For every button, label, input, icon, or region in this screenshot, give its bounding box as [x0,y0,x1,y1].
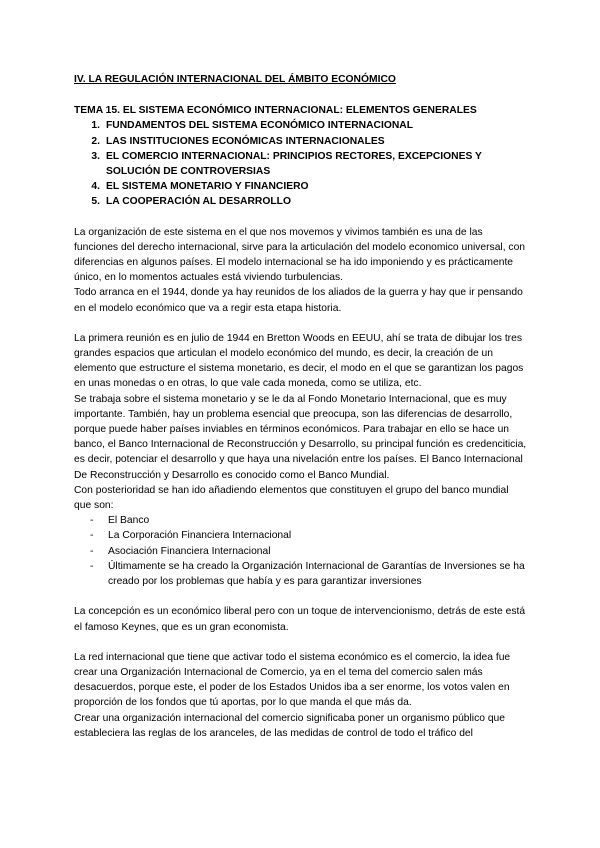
toc-number: 4. [91,181,100,193]
paragraph: Todo arranca en el 1944, donde ya hay reunidos de los aliados de la guerra y hay que ir pensando en el modelo económico que va a regir esta etapa historia. [74,287,523,314]
paragraph: La concepción es un económico liberal pero con un toque de intervencionismo, detrás de este está el famoso Keynes, que es un gran economista. [74,606,526,633]
paragraph: La organización de este sistema en el que nos movemos y vivimos también es una de las funciones del derecho internacional, sirve para la articulación del modelo economico universal, con diferencias en algunos países. El modelo internacional se ha ido imponiendo y es prácticamente único, en lo momentos actuales está viviendo turbulencias. [74,226,526,284]
spacer [74,589,528,604]
bullet-list [74,513,528,589]
paragraph: La primera reunión es en julio de 1944 en Bretton Woods en EEUU, ahí se trata de dibujar los tres grandes espacios que articulan el modelo económico del mundo, es decir, la creación de un elemento que estructure el sistema monetario, es decir, el modo en el que se garantizan los pagos en unas monedas o en otras, lo que vale cada moneda, como se utiliza, etc. [74,332,524,390]
dash-marker: - [90,560,94,572]
list-item [74,559,528,589]
list-item [74,528,528,543]
tema-contents-list [82,118,528,209]
list-item-text: Últimamente se ha creado la Organización Internacional de Garantías de Inversiones se ha creado por los problemas que había y es para garantizar inversiones [108,560,525,588]
toc-number: 5. [91,196,100,208]
dash-marker: - [90,545,94,557]
toc-item [82,118,528,133]
toc-text: EL SISTEMA MONETARIO Y FINANCIERO [106,181,309,193]
toc-number: 3. [91,150,100,162]
spacer [74,316,528,331]
section-heading: IV. LA REGULACIÓN INTERNACIONAL DEL ÁMBITO ECONÓMICO [74,74,396,85]
document-page [74,72,528,741]
list-item-text: Asociación Financiera Internacional [108,545,271,557]
dash-marker: - [90,530,94,542]
toc-item [82,134,528,149]
toc-text: LAS INSTITUCIONES ECONÓMICAS INTERNACIONALES [106,135,385,147]
toc-text: FUNDAMENTOS DEL SISTEMA ECONÓMICO INTERNACIONAL [106,120,414,132]
tema-title: TEMA 15. EL SISTEMA ECONÓMICO INTERNACIONAL: ELEMENTOS GENERALES [74,105,477,117]
toc-number: 2. [91,135,100,147]
paragraph: Con posterioridad se han ido añadiendo elementos que constituyen el grupo del banco mundial que son: [74,484,509,512]
dash-marker: - [90,515,94,527]
list-item [74,513,528,528]
toc-item [82,194,528,209]
list-item-text: El Banco [108,515,150,527]
spacer [74,210,528,225]
list-item-text: La Corporación Financiera Internacional [108,530,292,542]
list-item [74,544,528,559]
paragraph: Se trabaja sobre el sistema monetario y se le da al Fondo Monetario Internacional, que es muy importante. También, hay un problema esencial que preocupa, son las diferencias de desarrollo, porque puede haber países inviables en términos económicos. Para trabajar en ello se hace un banco, el Banco Internacional de Reconstrucción y Desarrollo, su principal función es credenciticia, es decir, potenciar el desarrollo y que haya una nivelación entre los países. El Banco Internacional De Reconstrucción y Desarrollo es conocido como el Banco Mundial. [74,393,527,481]
paragraph: La red internacional que tiene que activar todo el sistema económico es el comercio, la idea fue crear una Organización Internacional de Comercio, ya en el tema del comercio salen más desacuerdos, porque este, el poder de los Estados Unidos iba a ser enorme, los votos valen en proporción de los fondos que tú aportas, por lo que manda el que más da. [74,651,511,709]
paragraph: Crear una organización internacional del comercio significaba poner un organismo público que estableciera las reglas de los aranceles, de las medidas de control de todo el tráfico del [74,712,506,739]
toc-text: LA COOPERACIÓN AL DESARROLLO [106,196,291,208]
toc-text: EL COMERCIO INTERNACIONAL: PRINCIPIOS RECTORES, EXCEPCIONES Y SOLUCIÓN DE CONTROVERSIAS [106,150,482,178]
toc-item [82,179,528,194]
toc-number: 1. [91,120,100,132]
toc-item [82,149,528,179]
spacer [74,635,528,650]
